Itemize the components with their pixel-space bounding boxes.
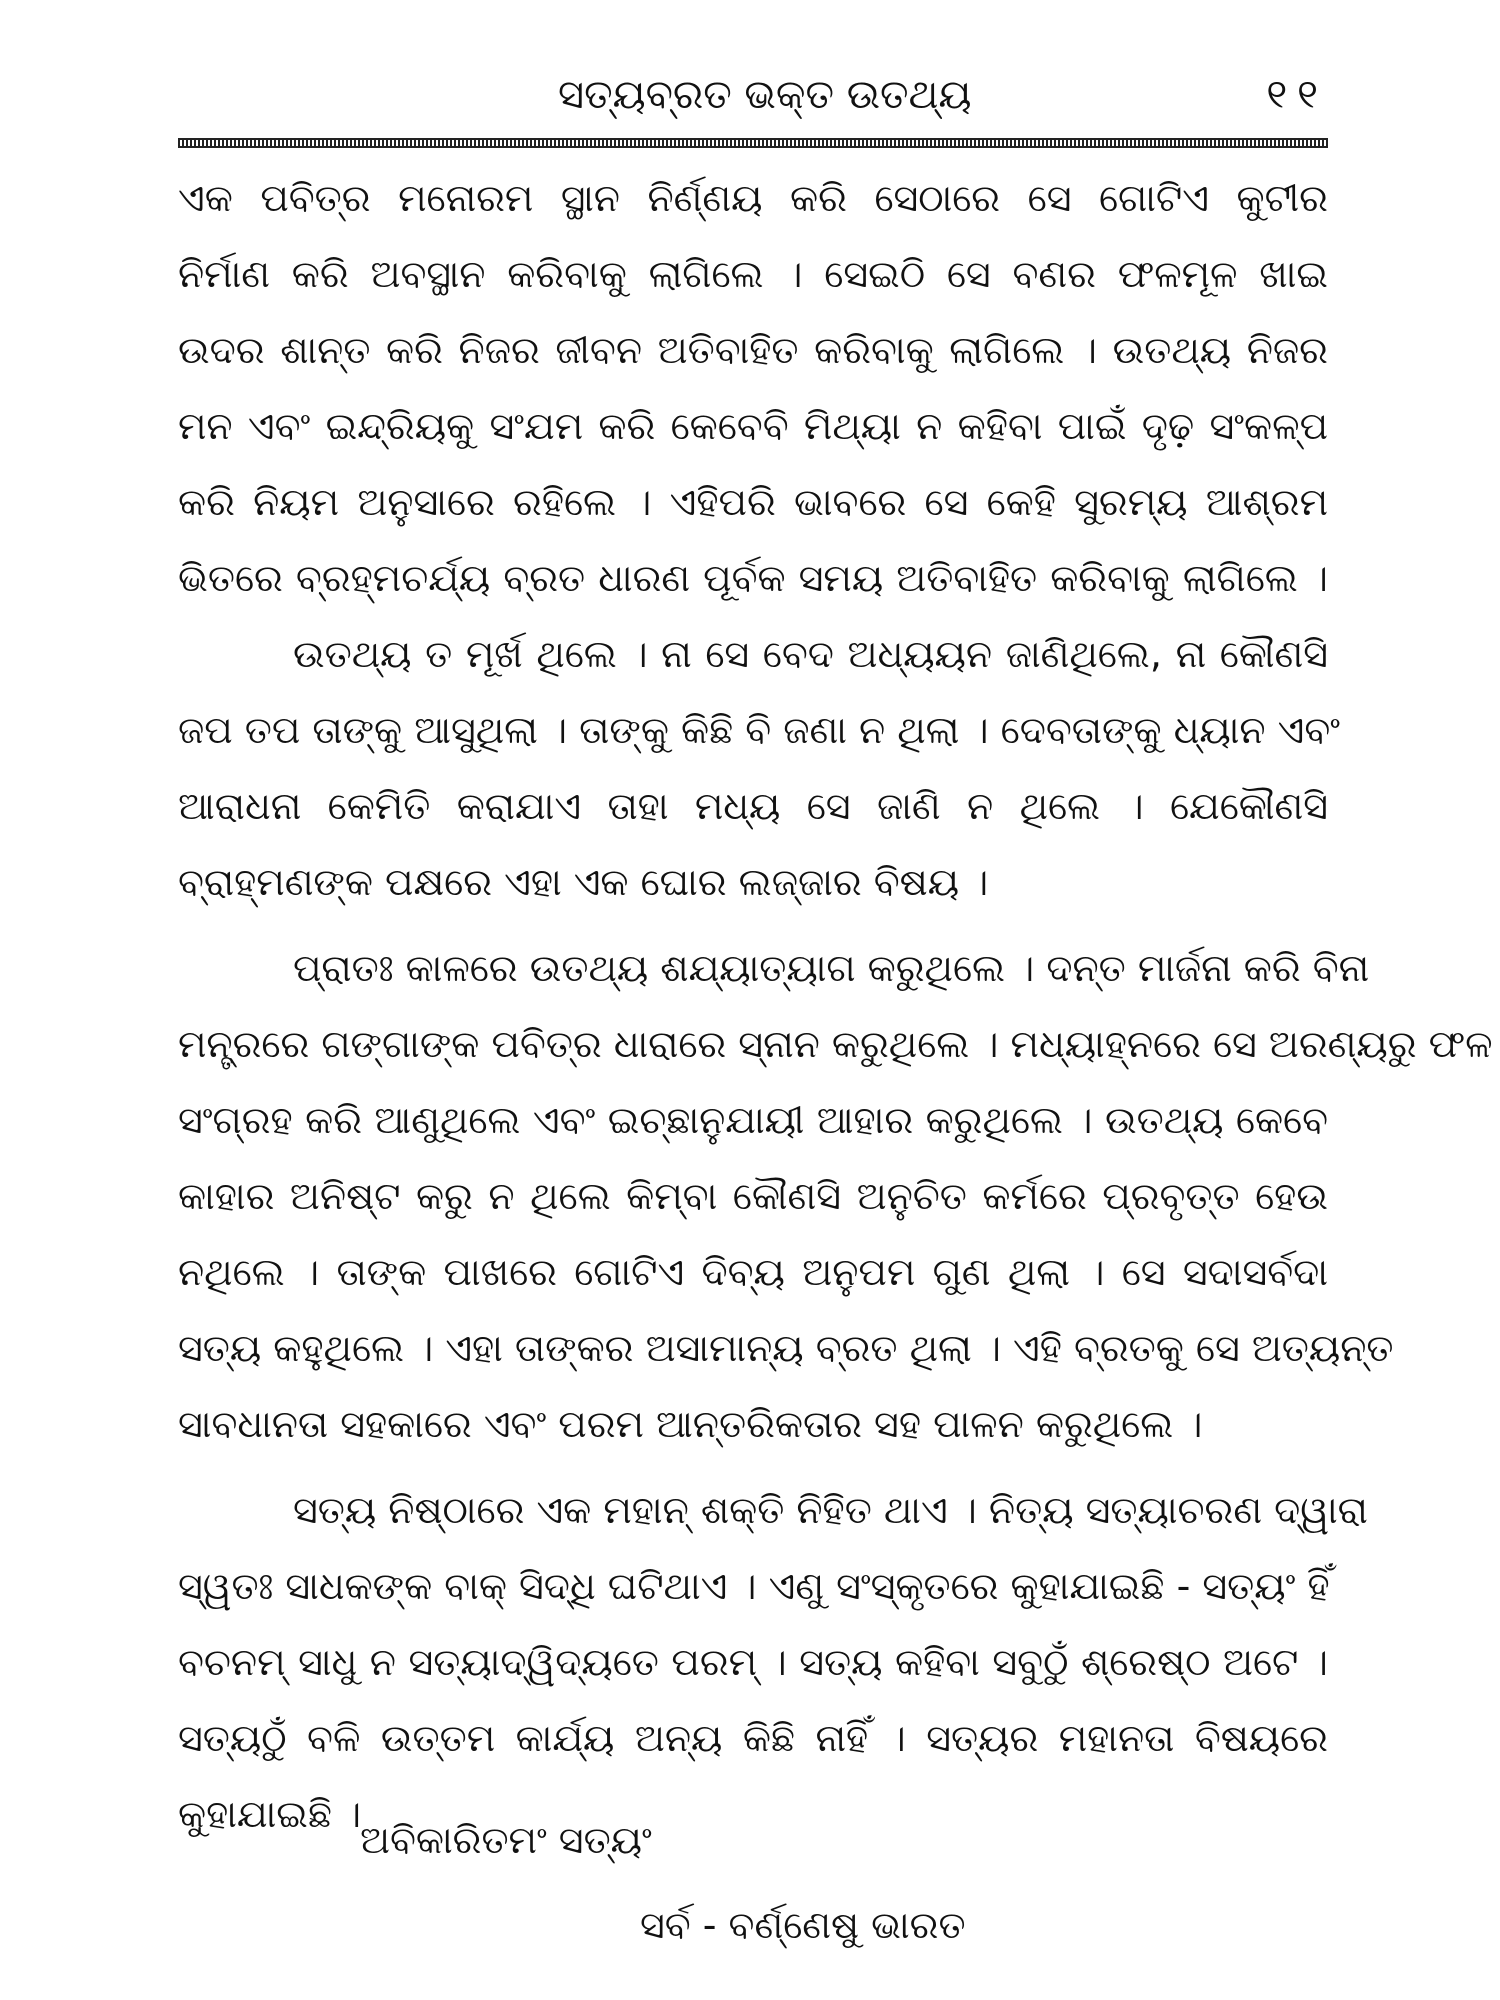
verse-line-1: ଅବିକାରିତମଂ ସତ୍ୟଂ <box>360 1818 652 1862</box>
text-line: ସ୍ୱତଃ ସାଧକଙ୍କ ବାକ୍ ସିଦ୍ଧି ଘଟିଥାଏ । ଏଣୁ ସଂସ୍କୃତରେ କୁହାଯାଇଛି - ସତ୍ୟଂ ହିଁ <box>178 1564 1330 1608</box>
header-rule <box>178 138 1328 148</box>
text-line: କାହାର ଅନିଷ୍ଟ କରୁ ନ ଥିଲେ କିମ୍ବା କୌଣସି ଅନୁଚିତ କର୍ମରେ ପ୍ରବୃତ୍ତ ହେଉ <box>178 1174 1328 1218</box>
text-line: ଏକ ପବିତ୍ର ମନୋରମ ସ୍ଥାନ ନିର୍ଣ୍ଣୟ କରି ସେଠାରେ ସେ ଗୋଟିଏ କୁଟୀର <box>178 176 1328 220</box>
paragraph-1 <box>178 160 1328 616</box>
text-line: ନଥିଲେ । ତାଙ୍କ ପାଖରେ ଗୋଟିଏ ଦିବ୍ୟ ଅନୁପମ ଗୁଣ ଥିଲା । ସେ ସଦାସର୍ବଦା <box>178 1250 1328 1294</box>
paragraph-4 <box>178 1472 1368 1852</box>
text-line: ଭିତରେ ବ୍ରହ୍ମଚର୍ଯ୍ୟ ବ୍ରତ ଧାରଣ ପୂର୍ବକ ସମୟ ଅତିବାହିତ କରିବାକୁ ଲାଗିଲେ । <box>178 556 1328 600</box>
paragraph-2 <box>178 616 1341 920</box>
text-line: ସଂଗ୍ରହ କରି ଆଣୁଥିଲେ ଏବଂ ଇଚ୍ଛାନୁଯାୟୀ ଆହାର କରୁଥିଲେ । ଉତଥ୍ୟ କେବେ <box>178 1098 1328 1142</box>
page-number: ୧୧ <box>1266 72 1328 118</box>
text-line: ନିର୍ମାଣ କରି ଅବସ୍ଥାନ କରିବାକୁ ଲାଗିଲେ । ସେଇଠି ସେ ବଣର ଫଳମୂଳ ଖାଇ <box>178 252 1328 296</box>
text-line: କରି ନିୟମ ଅନୁସାରେ ରହିଲେ । ଏହିପରି ଭାବରେ ସେ କେହି ସୁରମ୍ୟ ଆଶ୍ରମ <box>178 480 1328 524</box>
page-header <box>178 62 1328 132</box>
text-line: ବଚନମ୍ ସାଧୁ ନ ସତ୍ୟାଦ୍ୱିଦ୍ୟତେ ପରମ୍ । ସତ୍ୟ କହିବା ସବୁଠୁଁ ଶ୍ରେଷ୍ଠ ଅଟେ । <box>178 1640 1328 1684</box>
verse-line-2: ସର୍ବ - ବର୍ଣ୍ଣେଷୁ ଭାରତ <box>640 1903 966 1947</box>
text-line: ଉଦର ଶାନ୍ତ କରି ନିଜର ଜୀବନ ଅତିବାହିତ କରିବାକୁ ଲାଗିଲେ । ଉତଥ୍ୟ ନିଜର <box>178 328 1328 372</box>
text-line: ସତ୍ୟ ନିଷ୍ଠାରେ ଏକ ମହାନ୍ ଶକ୍ତି ନିହିତ ଥାଏ । ନିତ୍ୟ ସତ୍ୟାଚରଣ ଦ୍ୱାରା <box>293 1488 1368 1532</box>
paragraph-3 <box>178 930 1493 1462</box>
text-line: ସତ୍ୟଠୁଁ ବଳି ଉତ୍ତମ କାର୍ଯ୍ୟ ଅନ୍ୟ କିଛି ନାହିଁ । ସତ୍ୟର ମହାନତା ବିଷୟରେ <box>178 1716 1328 1760</box>
text-line: ସତ୍ୟ କହୁଥିଲେ । ଏହା ତାଙ୍କର ଅସାମାନ୍ୟ ବ୍ରତ ଥିଲା । ଏହି ବ୍ରତକୁ ସେ ଅତ୍ୟନ୍ତ <box>178 1326 1394 1370</box>
text-line: ସାବଧାନତା ସହକାରେ ଏବଂ ପରମ ଆନ୍ତରିକତାର ସହ ପାଳନ କରୁଥିଲେ । <box>178 1402 1203 1446</box>
running-title: ସତ୍ୟବ୍ରତ ଭକ୍ତ ଉତଥ୍ୟ <box>558 72 972 118</box>
text-line: ପ୍ରାତଃ କାଳରେ ଉତଥ୍ୟ ଶଯ୍ୟାତ୍ୟାଗ କରୁଥିଲେ । ଦନ୍ତ ମାର୍ଜନା କରି ବିନା <box>293 946 1370 990</box>
body-text <box>178 160 1493 1852</box>
text-line: କୁହାଯାଇଛି । <box>178 1792 362 1836</box>
text-line: ମନ୍ତ୍ରରେ ଗଙ୍ଗାଙ୍କ ପବିତ୍ର ଧାରାରେ ସ୍ନାନ କରୁଥିଲେ । ମଧ୍ୟାହ୍ନରେ ସେ ଅରଣ୍ୟରୁ ଫଳ <box>178 1022 1493 1066</box>
text-line: ଉତଥ୍ୟ ତ ମୂର୍ଖ ଥିଲେ । ନା ସେ ବେଦ ଅଧ୍ୟୟନ ଜାଣିଥିଲେ, ନା କୌଣସି <box>293 632 1328 676</box>
text-line: ଆରାଧନା କେମିତି କରାଯାଏ ତାହା ମଧ୍ୟ ସେ ଜାଣି ନ ଥିଲେ । ଯେକୌଣସି <box>178 784 1328 828</box>
text-line: ମନ ଏବଂ ଇନ୍ଦ୍ରିୟକୁ ସଂଯମ କରି କେବେବି ମିଥ୍ୟା ନ କହିବା ପାଇଁ ଦୃଢ଼ ସଂକଳ୍ପ <box>178 404 1328 448</box>
text-line: ବ୍ରାହ୍ମଣଙ୍କ ପକ୍ଷରେ ଏହା ଏକ ଘୋର ଲଜ୍ଜାର ବିଷୟ । <box>178 860 989 904</box>
text-line: ଜପ ତପ ତାଙ୍କୁ ଆସୁଥିଲା । ତାଙ୍କୁ କିଛି ବି ଜଣା ନ ଥିଲା । ଦେବତାଙ୍କୁ ଧ୍ୟାନ ଏବଂ <box>178 708 1341 752</box>
